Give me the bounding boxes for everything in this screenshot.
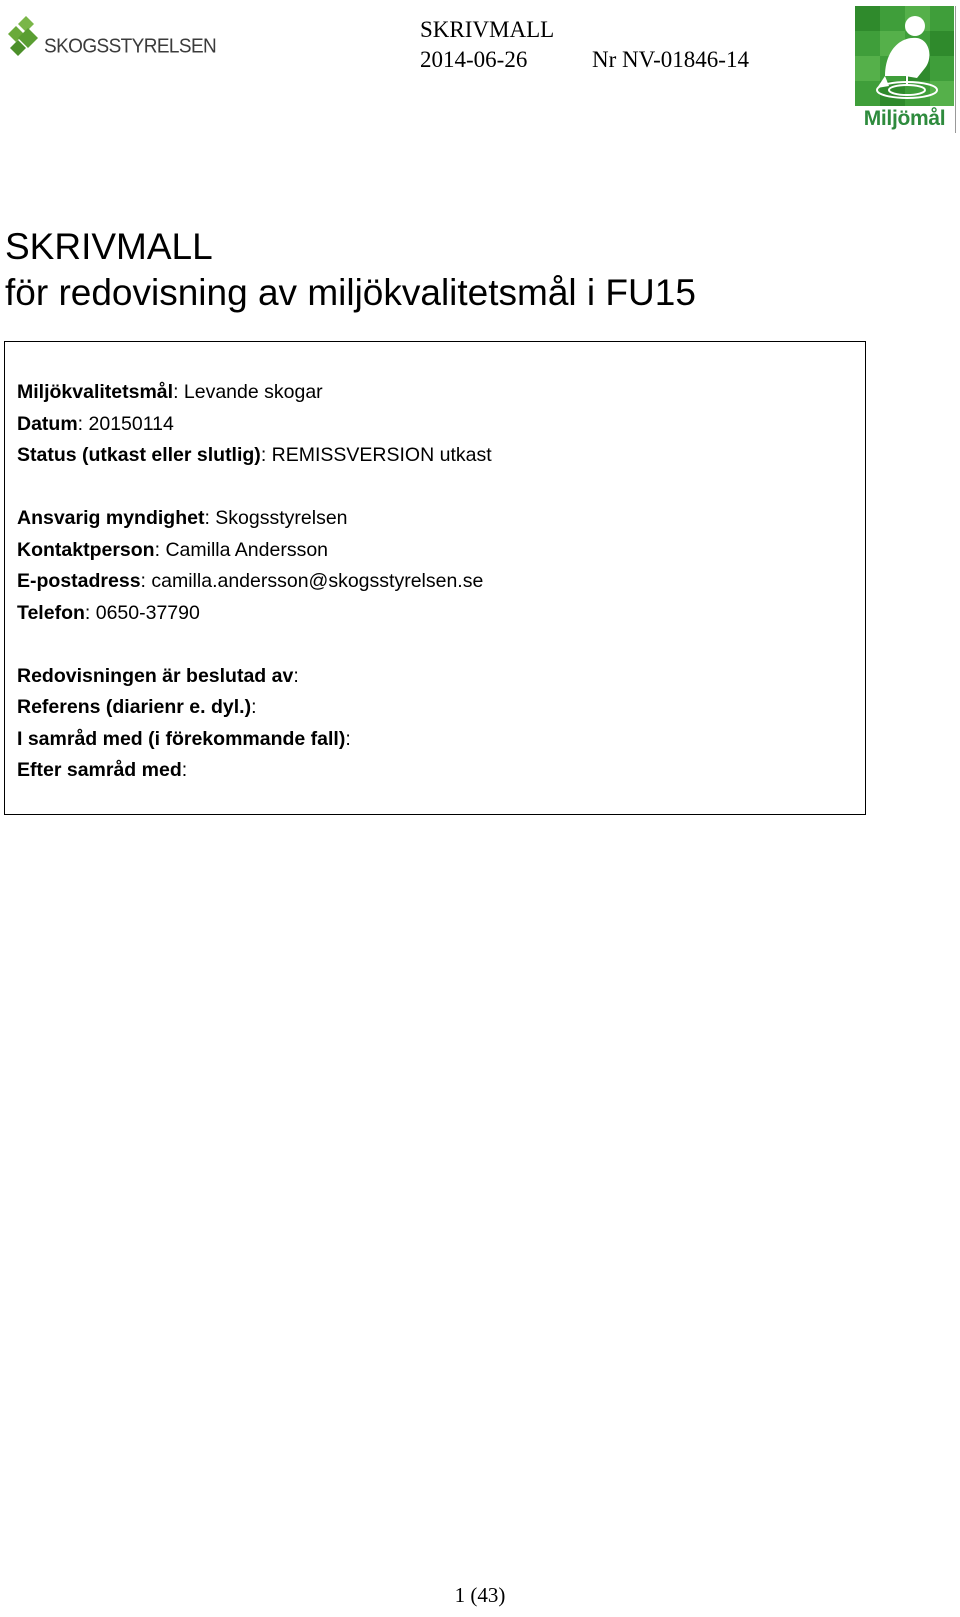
phone-label: Telefon	[17, 601, 85, 624]
goal-label: Miljökvalitetsmål	[17, 381, 174, 403]
email-label: E-postadress	[17, 570, 141, 592]
badge-label: Miljömål	[863, 107, 946, 130]
goal-value: : Levande skogar	[173, 381, 323, 403]
status-label: Status (utkast eller slutlig)	[17, 444, 261, 466]
contact-value: : Camilla Andersson	[154, 538, 329, 561]
contact-label: Kontaktperson	[17, 538, 155, 561]
after-consult-value: :	[181, 759, 188, 781]
title-line-2: för redovisning av miljökvalitetsmål i FU15	[5, 272, 696, 313]
consult-label: I samråd med (i förekommande fall)	[17, 727, 346, 750]
date-label: Datum	[17, 412, 78, 435]
skogsstyrelsen-logo	[6, 14, 217, 64]
title-line-1: SKRIVMALL	[5, 226, 213, 267]
reference-value: :	[251, 696, 257, 718]
date-row	[17, 409, 492, 441]
email-value[interactable]: : camilla.andersson@skogsstyrelsen.se	[140, 570, 484, 592]
decided-row	[17, 661, 492, 693]
date-value: : 20150114	[77, 412, 174, 435]
document-header	[420, 15, 800, 75]
reference-label: Referens (diarienr e. dyl.)	[17, 696, 252, 718]
diamond-leaf-icon	[6, 14, 46, 60]
after-consult-label: Efter samråd med	[17, 759, 182, 781]
status-value: : REMISSVERSION utkast	[260, 444, 492, 466]
badge-divider	[955, 6, 956, 133]
email-row	[17, 566, 492, 598]
goal-row	[17, 377, 492, 409]
consult-row	[17, 724, 492, 756]
org-logo-text: SKOGSSTYRELSEN	[44, 35, 217, 58]
info-box	[4, 341, 866, 815]
spacer	[17, 472, 492, 504]
miljomal-badge	[855, 6, 954, 133]
contact-row	[17, 535, 492, 567]
page-number: 1 (43)	[454, 1583, 506, 1607]
decided-label: Redovisningen är beslutad av	[17, 664, 294, 687]
authority-value: : Skogsstyrelsen	[204, 507, 348, 529]
miljomal-figure-icon	[855, 6, 954, 106]
status-row	[17, 440, 492, 472]
template-name: SKRIVMALL	[420, 17, 555, 42]
phone-row	[17, 598, 492, 630]
consult-value: :	[345, 727, 351, 750]
info-list	[17, 377, 492, 787]
header-date: 2014-06-26	[420, 47, 528, 72]
after-consult-row	[17, 755, 492, 787]
document-number: Nr NV-01846-14	[592, 47, 749, 72]
decided-value: :	[293, 664, 299, 687]
spacer	[17, 629, 492, 661]
authority-row	[17, 503, 492, 535]
authority-label: Ansvarig myndighet	[17, 507, 205, 529]
reference-row	[17, 692, 492, 724]
phone-value: : 0650-37790	[84, 601, 200, 624]
header-meta-row	[420, 45, 800, 75]
document-title	[5, 224, 696, 316]
